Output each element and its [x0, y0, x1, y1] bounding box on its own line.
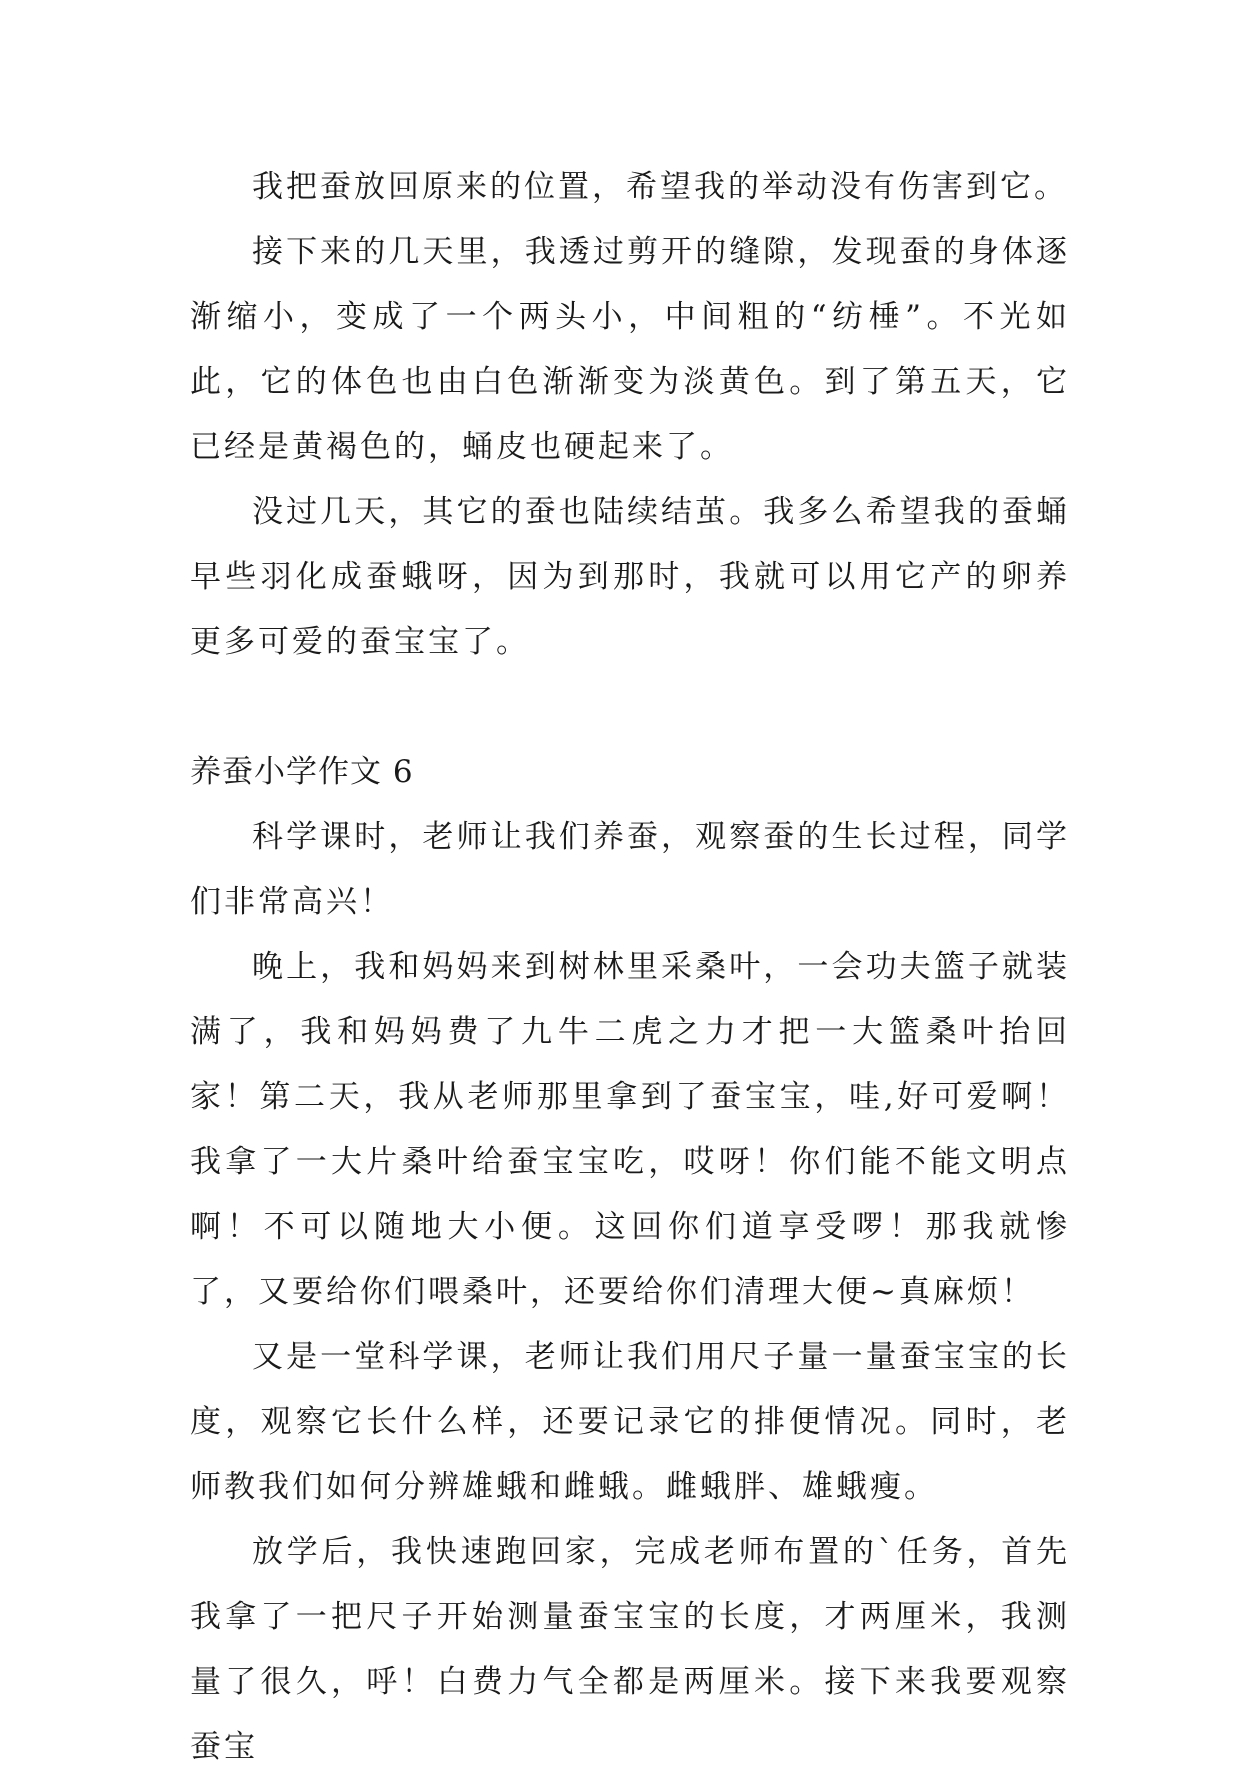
paragraph: 又是一堂科学课，老师让我们用尺子量一量蚕宝宝的长度，观察它长什么样，还要记录它的排便情况。同时，老师教我们如何分辨雄蛾和雌蛾。雌蛾胖、雄蛾瘦。 — [190, 1339, 1070, 1505]
paragraph: 放学后，我快速跑回家，完成老师布置的`任务，首先我拿了一把尺子开始测量蚕宝宝的长度，才两厘米，我测量了很久，呼！白费力气全都是两厘米。接下来我要观察蚕宝 — [190, 1534, 1070, 1765]
paragraph: 我把蚕放回原来的位置，希望我的举动没有伤害到它。 — [252, 169, 1068, 205]
section-title: 养蚕小学作文 6 — [190, 754, 414, 790]
paragraph: 接下来的几天里，我透过剪开的缝隙，发现蚕的身体逐渐缩小，变成了一个两头小，中间粗的“纺棰”。不光如此，它的体色也由白色渐渐变为淡黄色。到了第五天，它已经是黄褐色的，蛹皮也硬起来了。 — [190, 234, 1070, 465]
paragraph: 没过几天，其它的蚕也陆续结茧。我多么希望我的蚕蛹早些羽化成蚕蛾呀，因为到那时，我就可以用它产的卵养更多可爱的蚕宝宝了。 — [190, 494, 1070, 660]
paragraph: 科学课时，老师让我们养蚕，观察蚕的生长过程，同学们非常高兴！ — [190, 819, 1070, 920]
document-body — [190, 155, 1070, 1780]
section-gap — [190, 675, 1070, 740]
paragraph: 晚上，我和妈妈来到树林里采桑叶，一会功夫篮子就装满了，我和妈妈费了九牛二虎之力才把一大篮桑叶抬回家！第二天，我从老师那里拿到了蚕宝宝，哇,好可爱啊！我拿了一大片桑叶给蚕宝宝吃，哎呀！你们能不能文明点啊！不可以随地大小便。这回你们道享受啰！那我就惨了，又要给你们喂桑叶，还要给你们清理大便~真麻烦！ — [190, 949, 1070, 1310]
